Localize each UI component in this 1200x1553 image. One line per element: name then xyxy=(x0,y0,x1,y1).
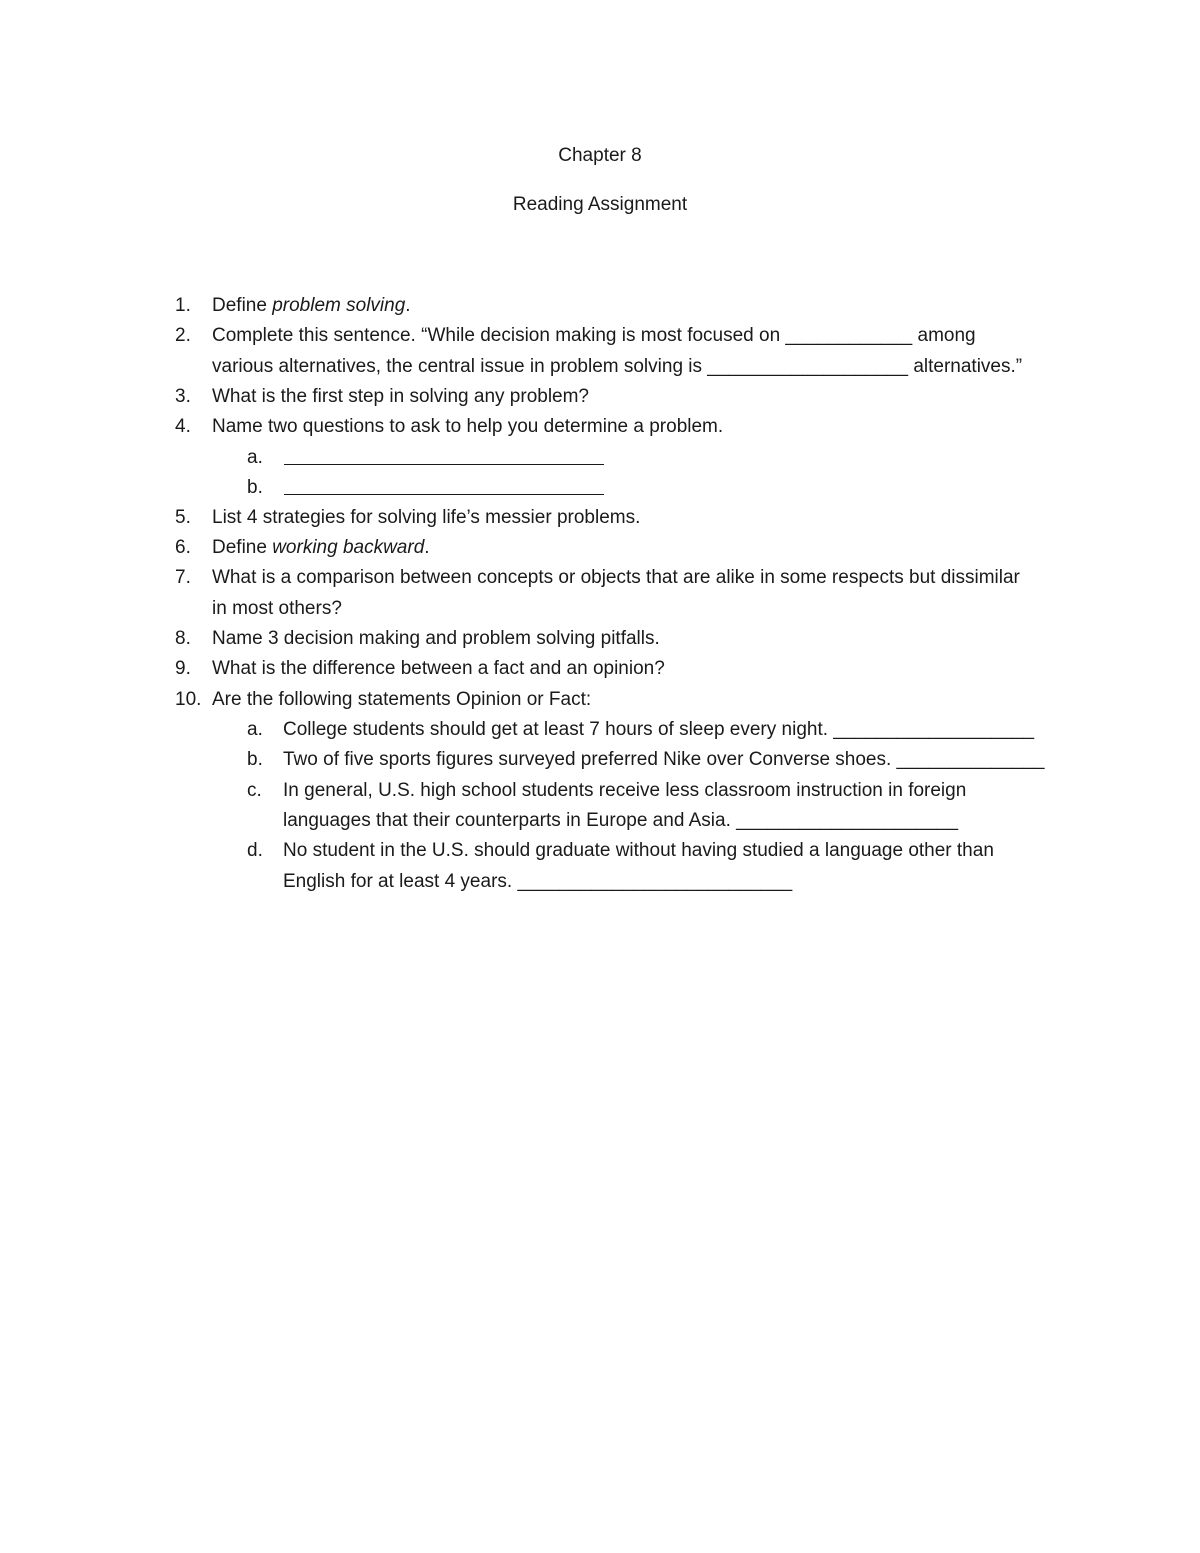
question-number: 2. xyxy=(175,325,191,346)
question-text: Are the following statements Opinion or Fact: xyxy=(212,689,592,710)
question-number: 4. xyxy=(175,416,191,437)
statement-text: College students should get at least 7 hours of sleep every night. ___________________ xyxy=(283,719,1035,740)
assignment-subtitle: Reading Assignment xyxy=(512,194,688,215)
sub-letter: a. xyxy=(247,447,263,468)
question-number: 10. xyxy=(175,689,202,710)
chapter-title: Chapter 8 xyxy=(558,145,642,166)
statement-text: English for at least 4 years. __________________________ xyxy=(283,871,793,892)
statement-text: In general, U.S. high school students receive less classroom instruction in foreign xyxy=(283,780,967,801)
question-text-pre: Define xyxy=(212,295,273,316)
question-number: 7. xyxy=(175,567,191,588)
statement-text: No student in the U.S. should graduate without having studied a language other than xyxy=(283,840,994,861)
question-text-post: . xyxy=(405,295,411,316)
question-number: 5. xyxy=(175,507,191,528)
question-term: problem solving xyxy=(272,295,406,316)
question-text xyxy=(212,294,411,318)
statement-text: Two of five sports figures surveyed preferred Nike over Converse shoes. ______________ xyxy=(283,749,1045,770)
question-text-line: in most others? xyxy=(212,598,342,619)
statement-text: languages that their counterparts in Europe and Asia. _____________________ xyxy=(283,810,959,831)
sub-letter: d. xyxy=(247,840,263,861)
sub-letter: a. xyxy=(247,719,263,740)
question-number: 9. xyxy=(175,658,191,679)
sub-letter: c. xyxy=(247,780,262,801)
question-text-line: What is a comparison between concepts or objects that are alike in some respects but dissimilar xyxy=(212,567,1020,588)
question-text-line: various alternatives, the central issue in problem solving is ___________________ alternatives.” xyxy=(212,356,1023,377)
question-number: 3. xyxy=(175,386,191,407)
question-text-post: . xyxy=(424,537,430,558)
question-text: What is the difference between a fact and an opinion? xyxy=(212,658,665,679)
sub-letter: b. xyxy=(247,477,263,498)
question-term: working backward xyxy=(272,537,425,558)
question-text: Name two questions to ask to help you determine a problem. xyxy=(212,416,724,437)
question-text: List 4 strategies for solving life’s messier problems. xyxy=(212,507,641,528)
question-number: 8. xyxy=(175,628,191,649)
question-number: 1. xyxy=(175,295,191,316)
sub-letter: b. xyxy=(247,749,263,770)
question-text: Name 3 decision making and problem solving pitfalls. xyxy=(212,628,660,649)
answer-blank xyxy=(284,464,604,465)
answer-blank xyxy=(284,494,604,495)
question-text xyxy=(212,536,430,560)
question-text: What is the first step in solving any problem? xyxy=(212,386,590,407)
question-number: 6. xyxy=(175,537,191,558)
question-text-pre: Define xyxy=(212,537,273,558)
question-text-line: Complete this sentence. “While decision making is most focused on ____________ among xyxy=(212,325,976,346)
